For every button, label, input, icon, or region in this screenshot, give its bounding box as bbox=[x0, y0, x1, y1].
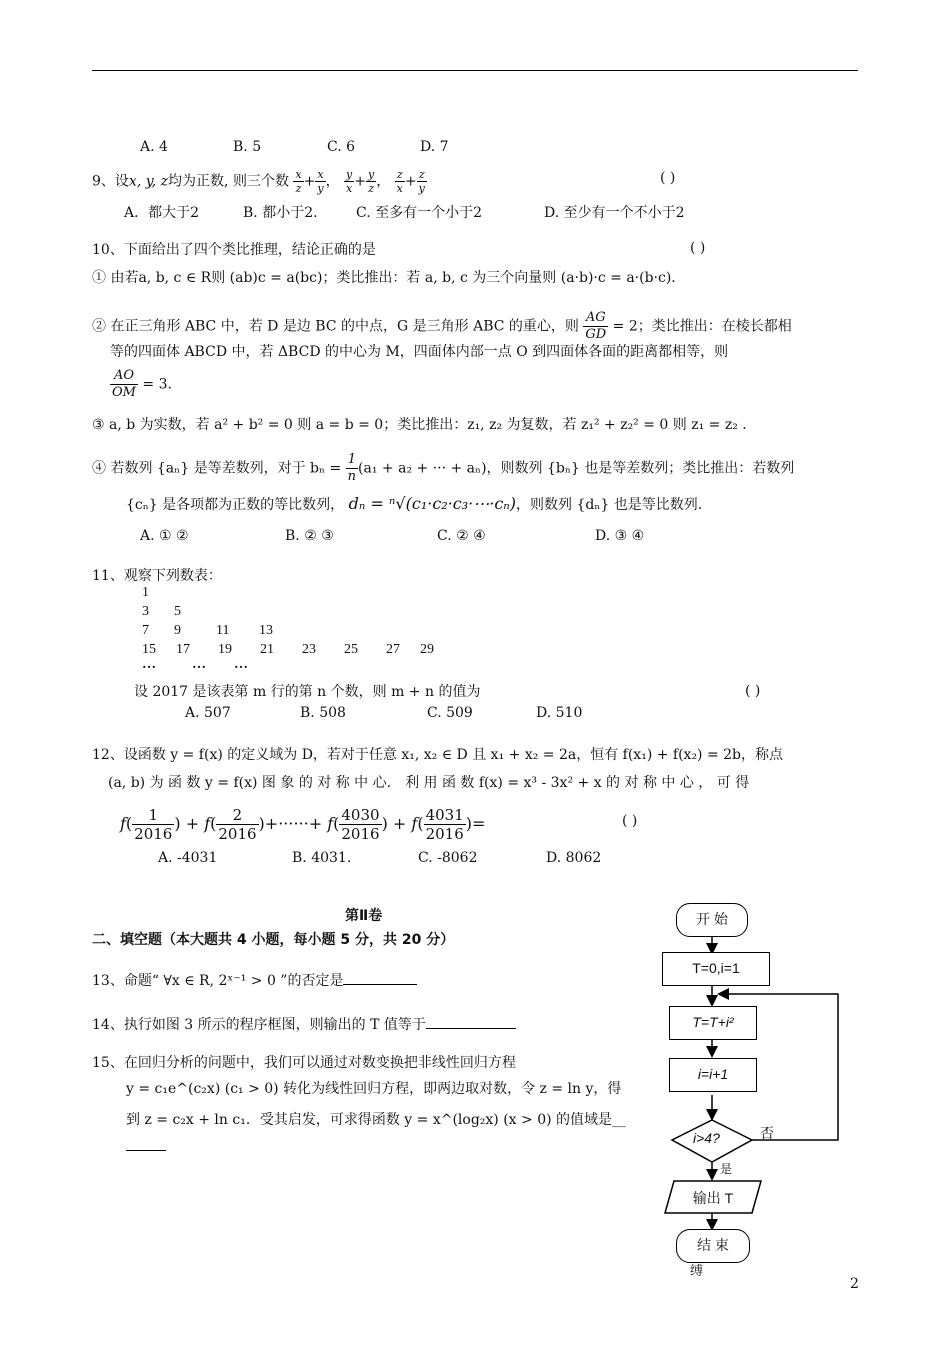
q8-choice-a: A. 4 bbox=[140, 139, 168, 155]
part2-title: 第Ⅱ卷 bbox=[345, 908, 383, 924]
q11-question: 设 2017 是该表第 m 行的第 n 个数，则 m + n 的值为 bbox=[134, 684, 481, 700]
part2-heading: 二、填空题（本大题共 4 小题，每小题 5 分，共 20 分） bbox=[92, 932, 455, 948]
q11-answer-paren: ( ) bbox=[745, 683, 761, 699]
q8-choice-b: B. 5 bbox=[233, 139, 262, 155]
q12-sum: f( $\frac{1}{2016}$ ) + f( $\frac{2}{2016}$ )+······+ f( $\frac{4030}{2016}$ ) + f( $\frac{4031}{2016}$ )= bbox=[120, 806, 486, 843]
q10-stem: 10、下面给出了四个类比推理，结论正确的是 bbox=[92, 242, 376, 258]
flowchart-update-t: T=T+i² bbox=[669, 1006, 757, 1040]
flowchart-output: 输出 T bbox=[664, 1180, 762, 1214]
page-number: 2 bbox=[850, 1276, 859, 1292]
flowchart-init: T=0,i=1 bbox=[662, 952, 770, 986]
flowchart-end: 结 束 bbox=[676, 1229, 750, 1263]
flowchart-no-label: 否 bbox=[760, 1126, 774, 1142]
q9-answer-paren: ( ) bbox=[660, 170, 676, 186]
q9-stem: 9、设x, y, z均为正数, 则三个数 $\frac{x}{z}$ + $\frac{x}{y}$ ， $\frac{y}{x}$ + $\frac{y}{z}$ ， $\frac{z}{x}$ + $\frac{z}{y}$ bbox=[92, 168, 425, 195]
q10-statement-1: ① 由若a, b, c ∈ R则 (ab)c = a(bc)；类比推出：若 a, b, c 为三个向量则 (a·b)·c = a·(b·c)． bbox=[92, 270, 686, 286]
q14-answer-blank[interactable] bbox=[426, 1014, 516, 1029]
q10-statement-2: ② 在正三角形 ABC 中，若 D 是边 BC 的中点，G 是三角形 ABC 的重心，则 $\frac{AG}{GD}$ = 2；类比推出：在棱长都相 bbox=[92, 310, 792, 342]
flowchart-yes-label: 是 bbox=[720, 1162, 733, 1176]
q14: 14、执行如图 3 所示的程序框图，则输出的 T 值等于 bbox=[92, 1014, 516, 1035]
q10-statement-3: ③ a, b 为实数，若 a² + b² = 0 则 a = b = 0；类比推出：z₁, z₂ 为复数，若 z₁² + z₂² = 0 则 z₁ = z₂ ． bbox=[92, 417, 757, 433]
flowchart-start: 开 始 bbox=[676, 903, 748, 937]
q15-line-1: 15、在回归分析的问题中，我们可以通过对数变换把非线性回归方程 bbox=[92, 1055, 516, 1071]
flowchart-update-i: i=i+1 bbox=[669, 1058, 757, 1092]
q15-line-2: y = c₁e^(c₂x) (c₁ > 0) 转化为线性回归方程，即两边取对数，令 z = ln y，得 bbox=[126, 1081, 622, 1097]
q10-statement-2-end: $\frac{AO}{OM}$ = 3. bbox=[112, 368, 172, 400]
q11-stem: 11、观察下列数表： bbox=[92, 568, 222, 584]
number-table: 1 3 5 7 9 11 13 15 17 19 21 23 25 27 29 … … … bbox=[142, 585, 434, 672]
q8-choice-d: D. 7 bbox=[420, 139, 449, 155]
header-rule bbox=[92, 70, 858, 71]
q10-statement-4: ④ 若数列 {aₙ} 是等差数列，对于 bₙ = $\frac{1}{n}$ (a₁ + a₂ + ··· + aₙ)，则数列 {bₙ} 也是等差数列；类比推出：若数列 bbox=[92, 452, 795, 484]
q10-answer-paren: ( ) bbox=[690, 240, 706, 256]
q15-line-3: 到 z = c₂x + ln c₁．受其启发，可求得函数 y = x^(log₂x) (x > 0) 的值域是__ bbox=[126, 1112, 627, 1128]
flowchart-condition: i>4? bbox=[693, 1130, 720, 1146]
q13-answer-blank[interactable] bbox=[343, 970, 417, 985]
q8-choice-c: C. 6 bbox=[327, 139, 356, 155]
q12-line-2: (a, b) 为 函 数 y = f(x) 图 象 的 对 称 中 心． 利 用 函 数 f(x) = x³ - 3x² + x 的 对 称 中 心 ， 可 得 bbox=[108, 775, 750, 791]
flowchart-end-overflow: 缚 bbox=[690, 1264, 704, 1279]
q15-answer-blank[interactable] bbox=[126, 1150, 166, 1151]
q13: 13、命题“ ∀x ∈ R, 2ˣ⁻¹ > 0 ”的否定是 bbox=[92, 970, 417, 991]
q10-statement-2-cont: 等的四面体 ABCD 中，若 ΔBCD 的中心为 M，四面体内部一点 O 到四面体各面的距离都相等，则 bbox=[110, 344, 729, 360]
q12-line-1: 12、设函数 y = f(x) 的定义域为 D，若对于任意 x₁, x₂ ∈ D 且 x₁ + x₂ = 2a，恒有 f(x₁) + f(x₂) = 2b，称点 bbox=[92, 747, 784, 763]
q10-statement-4-cont: {cₙ} 是各项都为正数的等比数列， dₙ = ⁿ√(c₁·c₂·c₃·⋯·cₙ)，则数列 {dₙ} 也是等比数列. bbox=[126, 494, 703, 513]
q12-answer-paren: ( ) bbox=[622, 813, 638, 829]
